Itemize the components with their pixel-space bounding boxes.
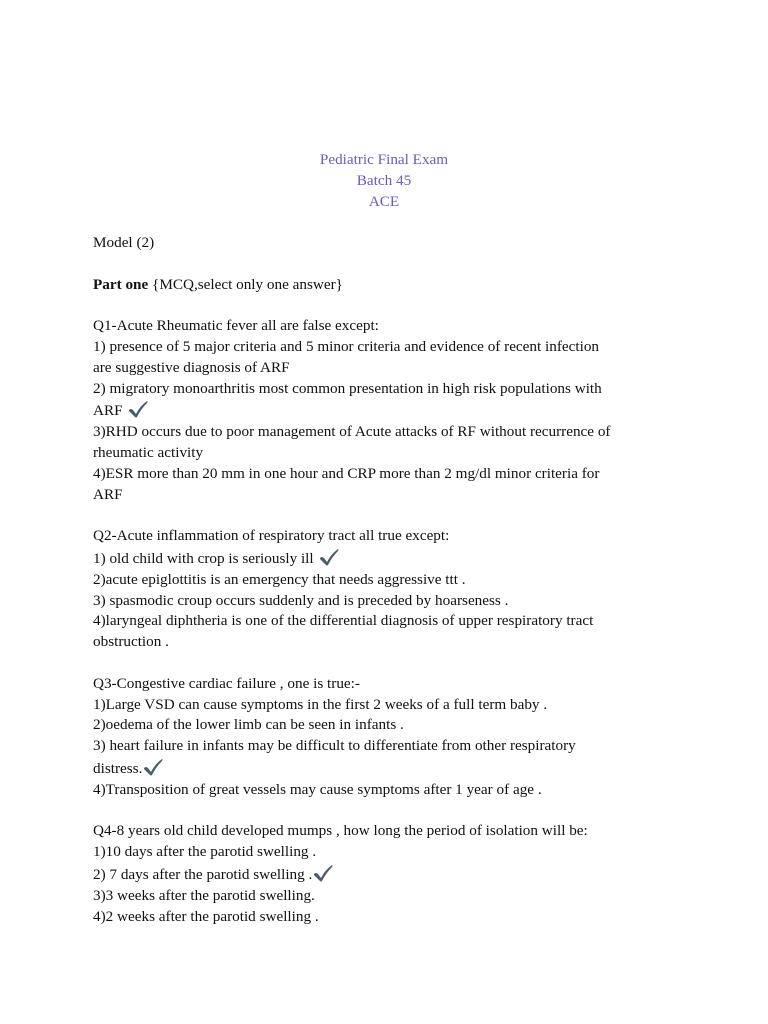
- option-line: [93, 358, 683, 379]
- option-text: are suggestive diagnosis of ARF: [93, 358, 290, 376]
- option-line: [93, 547, 683, 570]
- question-stem: Q3-Congestive cardiac failure , one is true:-: [93, 674, 360, 692]
- option-line: [93, 715, 683, 736]
- option-text: 1) old child with crop is seriously ill: [93, 549, 314, 567]
- exam-content: [93, 233, 683, 927]
- option-line: [93, 863, 683, 886]
- option-line: [93, 464, 683, 485]
- spacer: [93, 254, 683, 275]
- spacer: [93, 505, 683, 526]
- part-label: Part one: [93, 275, 149, 293]
- exam-title: Pediatric Final Exam: [319, 151, 449, 168]
- part-instruction: {MCQ,select only one answer}: [152, 275, 343, 293]
- check-mark-icon: [127, 399, 149, 419]
- option-line: [93, 443, 683, 464]
- question-block: [93, 821, 683, 927]
- option-line: [93, 485, 683, 506]
- option-line: [93, 399, 683, 422]
- option-text: 3)3 weeks after the parotid swelling.: [93, 886, 315, 904]
- option-text: 2) migratory monoarthritis most common presentation in high risk populations with: [93, 379, 602, 397]
- question-block: [93, 316, 683, 505]
- option-text: ARF: [93, 402, 123, 420]
- check-mark-icon: [318, 547, 340, 567]
- option-text: obstruction .: [93, 633, 169, 651]
- option-text: 1)Large VSD can cause symptoms in the first 2 weeks of a full term baby .: [93, 695, 548, 713]
- option-line: [93, 337, 683, 358]
- option-line: [93, 570, 683, 591]
- spacer: [93, 801, 683, 822]
- option-text: 4)laryngeal diphtheria is one of the differential diagnosis of upper respiratory tract: [93, 612, 594, 630]
- option-line: [93, 632, 683, 653]
- question-stem: Q4-8 years old child developed mumps , how long the period of isolation will be:: [93, 822, 588, 840]
- spacer: [93, 653, 683, 674]
- option-text: 4)2 weeks after the parotid swelling .: [93, 907, 319, 925]
- option-text: 2)acute epiglottitis is an emergency that needs aggressive ttt .: [93, 570, 466, 588]
- option-line: [93, 842, 683, 863]
- option-line: [93, 907, 683, 928]
- option-text: 3) heart failure in infants may be difficult to differentiate from other respiratory: [93, 737, 576, 755]
- option-line: [93, 591, 683, 612]
- model-label: Model (2): [93, 234, 155, 251]
- question-list: [93, 316, 683, 927]
- option-line: [93, 780, 683, 801]
- option-line: [93, 695, 683, 716]
- option-text: 3) spasmodic croup occurs suddenly and is preceded by hoarseness .: [93, 591, 509, 609]
- option-text: 4)ESR more than 20 mm in one hour and CRP more than 2 mg/dl minor criteria for: [93, 464, 600, 482]
- option-text: 1)10 days after the parotid swelling .: [93, 843, 317, 861]
- option-line: [93, 736, 683, 757]
- option-line: [93, 886, 683, 907]
- option-text: distress.: [93, 759, 143, 777]
- option-text: 2)oedema of the lower limb can be seen in infants .: [93, 716, 404, 734]
- check-mark-icon: [142, 757, 164, 777]
- option-line: [93, 422, 683, 443]
- question-stem: Q2-Acute inflammation of respiratory tract all true except:: [93, 527, 450, 545]
- question-block: [93, 674, 683, 801]
- question-block: [93, 526, 683, 653]
- option-text: ARF: [93, 485, 123, 503]
- exam-batch: Batch 45: [356, 172, 412, 189]
- option-text: 4)Transposition of great vessels may cause symptoms after 1 year of age .: [93, 780, 542, 798]
- option-line: [93, 611, 683, 632]
- exam-org: ACE: [368, 193, 400, 210]
- option-text: 2) 7 days after the parotid swelling .: [93, 865, 313, 883]
- exam-header: [0, 149, 768, 212]
- option-text: rheumatic activity: [93, 443, 204, 461]
- option-text: 3)RHD occurs due to poor management of Acute attacks of RF without recurrence of: [93, 423, 611, 441]
- check-mark-icon: [312, 863, 334, 883]
- option-line: [93, 379, 683, 400]
- part-heading: [93, 275, 683, 296]
- question-stem: Q1-Acute Rheumatic fever all are false except:: [93, 317, 379, 335]
- spacer: [93, 295, 683, 316]
- option-line: [93, 757, 683, 780]
- option-text: 1) presence of 5 major criteria and 5 minor criteria and evidence of recent infection: [93, 337, 600, 355]
